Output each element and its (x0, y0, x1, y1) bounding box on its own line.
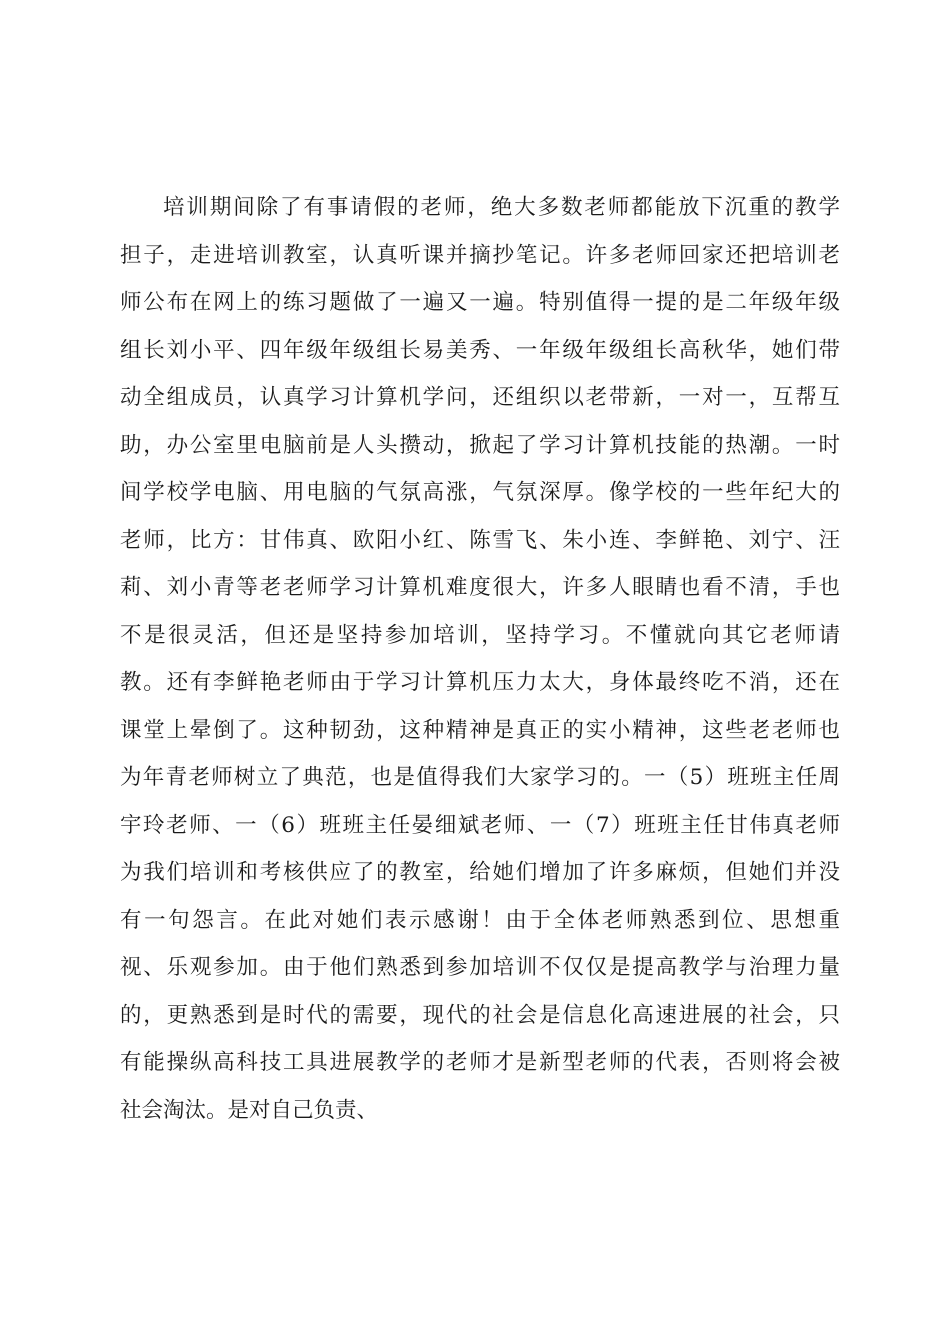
text-line: 课堂上晕倒了。这种韧劲，这种精神是真正的实小精神，这些老老师也 (120, 717, 840, 743)
text-line: 为年青老师树立了典范，也是值得我们大家学习的。一（5）班班主任周 (120, 765, 840, 790)
text-line: 视、乐观参加。由于他们熟悉到参加培训不仅仅是提高教学与治理力量 (120, 955, 840, 980)
text-line: 有一句怨言。在此对她们表示感谢！由于全体老师熟悉到位、思想重 (120, 907, 840, 933)
text-line: 不是很灵活，但还是坚持参加培训，坚持学习。不懂就向其它老师请 (120, 622, 840, 648)
text-line: 莉、刘小青等老老师学习计算机难度很大，许多人眼睛也看不清，手也 (120, 575, 840, 600)
text-line: 老师，比方：甘伟真、欧阳小红、陈雪飞、朱小连、李鲜艳、刘宁、汪 (120, 527, 840, 553)
text-line: 动全组成员，认真学习计算机学问，还组织以老带新，一对一，互帮互 (120, 385, 840, 410)
text-line: 有能操纵高科技工具进展教学的老师才是新型老师的代表，否则将会被 (120, 1050, 840, 1075)
text-line: 教。还有李鲜艳老师由于学习计算机压力太大，身体最终吃不消，还在 (120, 670, 840, 695)
text-line: 组长刘小平、四年级年级组长易美秀、一年级年级组长高秋华，她们带 (120, 337, 840, 363)
text-line: 的，更熟悉到是时代的需要，现代的社会是信息化高速进展的社会，只 (120, 1002, 840, 1028)
text-line: 间学校学电脑、用电脑的气氛高涨，气氛深厚。像学校的一些年纪大的 (120, 480, 840, 505)
text-line: 师公布在网上的练习题做了一遍又一遍。特别值得一提的是二年级年级 (120, 290, 840, 315)
text-line: 担子，走进培训教室，认真听课并摘抄笔记。许多老师回家还把培训老 (120, 242, 840, 268)
text-line: 助，办公室里电脑前是人头攒动，掀起了学习计算机技能的热潮。一时 (120, 432, 840, 458)
text-line: 为我们培训和考核供应了的教室，给她们增加了许多麻烦，但她们并没 (120, 860, 840, 885)
text-line: 培训期间除了有事请假的老师，绝大多数老师都能放下沉重的教学 (163, 195, 840, 220)
text-line: 宇玲老师、一（6）班班主任晏细斌老师、一（7）班班主任甘伟真老师 (120, 812, 840, 838)
text-line: 社会淘汰。是对自己负责、 (120, 1097, 379, 1123)
body-paragraph (120, 184, 840, 1134)
